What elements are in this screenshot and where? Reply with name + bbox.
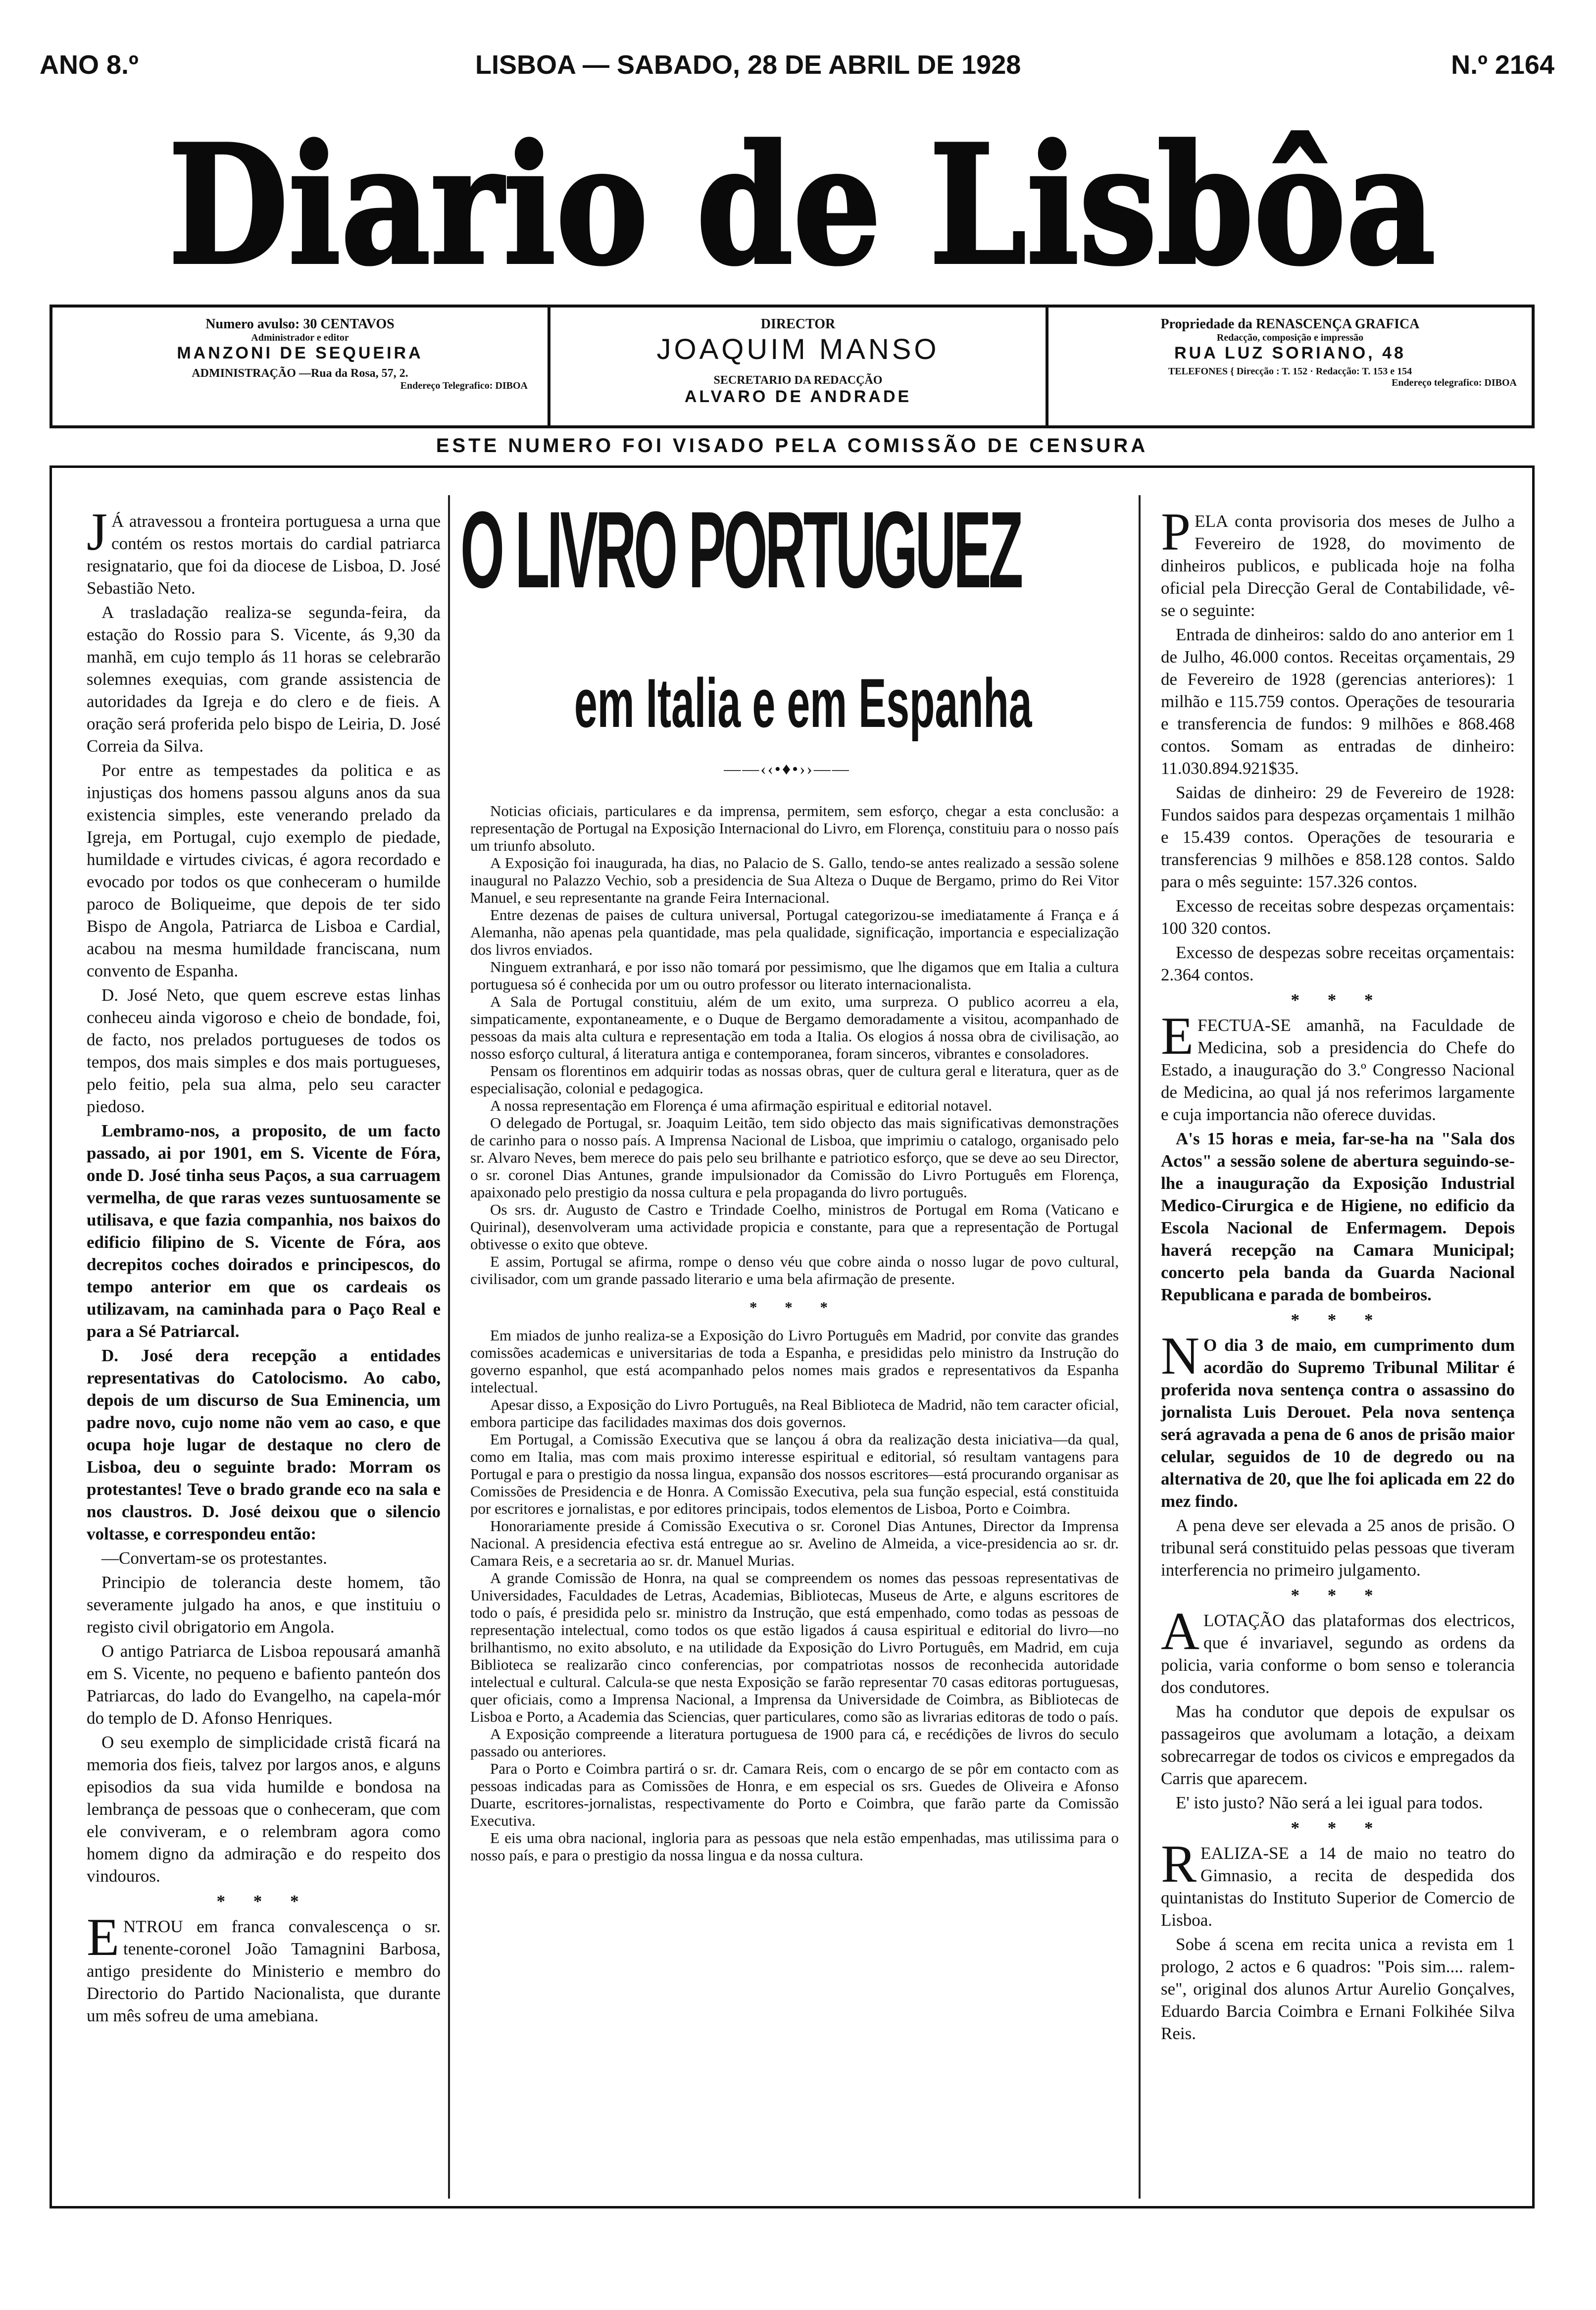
paragraph: O delegado de Portugal, sr. Joaquim Leitão, tem sido objecto das mais significativas demonstrações de carinho para o nosso país. A Imprensa Nacional de Lisboa, que imprimiu o catalogo, organisado pelo sr. Alvaro Neves, bem merece do pais pelo seu brilhante e patriotico esforço, que se deve ao seu Director, o sr. coronel Dias Antunes, grande impulsionador da Comissão do Livro Português em Florença, apaixonado pelo prestigio da nossa cultura e pela propaganda do livro português.	[470, 1114, 1119, 1201]
paragraph: Ninguem extranhará, e por isso não tomará por pessimismo, que lhe digamos que em Italia a cultura portuguesa só é conhecida por um ou outro professor ou literato internacionalista.	[470, 958, 1119, 993]
column-rule	[1139, 495, 1141, 2199]
phones: TELEFONES { Direcção : T. 152 · Redacção: T. 153 e 154	[1168, 366, 1412, 377]
separator-stars: * * *	[1291, 990, 1385, 1010]
paragraph: A trasladação realiza-se segunda-feira, da estação do Rossio para S. Vicente, ás 9,30 da manhã, em cujo templo ás 11 horas se celebrarão solemnes exequias, com grande assistencia de autoridades da Igreja e do clero e de fieis. A oração será proferida pelo bispo de Leiria, D. José Correia da Silva.	[87, 603, 441, 756]
headline: O LIVRO PORTUGUEZ	[460, 489, 1021, 611]
article-theatre: REALIZA-SE a 14 de maio no teatro do Gimnasio, a recita de despedida dos quintanistas do Instituto Superior de Comercio de Lisboa.	[1161, 1835, 1515, 1930]
paragraph: Pensam os florentinos em adquirir todas as nossas obras, quer de cultura geral e literatura, quer as de especialisação, colonial e pedagogica.	[470, 1062, 1119, 1097]
article-trams: ALOTAÇÃO das plataformas dos electricos, que é invariavel, segundo as ordens da policia, varia conforme o bom senso e tolerancia dos condutores.	[1161, 1602, 1515, 1697]
admin-name: MANZONI DE SEQUEIRA	[177, 344, 423, 362]
separator-stars: * * *	[1291, 1818, 1385, 1838]
article-patriarch: J Á atravessou a fronteira portuguesa a urna que contém os restos mortais do cardial patriarca resignatario, que foi da diocese de Lisboa, D. José Sebastião Neto.	[87, 503, 441, 598]
censorship-notice: ESTE NUMERO FOI VISADO PELA COMISSÃO DE CENSURA	[436, 435, 1148, 457]
paragraph: E' isto justo? Não será a lei igual para todos.	[1176, 1793, 1483, 1812]
director-label: DIRECTOR	[760, 316, 836, 332]
separator-stars: * * *	[1291, 1586, 1385, 1605]
article-medicine-congress: EFECTUA-SE amanhã, na Faculdade de Medicina, sob a presidencia do Chefe do Estado, a inauguração do 3.º Congresso Nacional de Medicina, ao qual já nos referimos largamente e cuja importancia não oferece duvidas.	[1161, 1007, 1515, 1124]
paragraph: Principio de tolerancia deste homem, tão severamente julgado ha anos, e que instituiu o registo civil obrigatorio em Angola.	[87, 1573, 441, 1637]
svg-text:Diario de Lisbôa: Diario de Lisbôa	[168, 109, 1436, 301]
paragraph: O antigo Patriarca de Lisboa repousará amanhã em S. Vicente, no pequeno e bafiento panteón dos Patriarcas, do lado do Evangelho, na capela-mór do templo de D. Afonso Henriques.	[87, 1642, 441, 1728]
article-tribunal: N O dia 3 de maio, em cumprimento dum acordão do Supremo Tribunal Militar é proferida nova sentença contra o assassino do jornalista Luis Derouet. Pela nova sentença será agravada a pena de 6 anos de prisão maior celular, seguidos de 10 de degredo ou na alternativa de 20, que lhe foi aplicada em 22 do mez findo.	[1161, 1327, 1515, 1511]
owner: Propriedade da RENASCENÇA GRAFICA	[1160, 316, 1420, 332]
drop-cap: P	[1161, 503, 1191, 562]
ornament-divider: ——‹‹•♦•››——	[724, 760, 850, 778]
paragraph: Em Portugal, a Comissão Executiva que se lançou á obra da realização desta iniciativa—da qual, como em Italia, mas com mais proximo interesse espiritual e editorial, só resultam vantagens para Portugal e para o prestigio da nossa lingua, expansão dos nossos escritores—está procurando organisar as Comissões de Presidencia e de Honra. A Comissão Executiva, pela sua função especial, está constituida por escritores e jornalistas, e por editores principais, todos elementos de Lisboa, Porto e Coimbra.	[470, 1431, 1119, 1517]
paragraph: A nossa representação em Florença é uma afirmação espiritual e editorial notavel.	[490, 1097, 992, 1114]
phone-direction: Direcção : T. 152	[1236, 366, 1308, 377]
paragraph: A pena deve ser elevada a 25 anos de prisão. O tribunal será constituido pelas pessoas que tiveram interferencia no primeiro julgamento.	[1161, 1516, 1515, 1580]
paragraph: —Convertam-se os protestantes.	[101, 1548, 327, 1568]
paragraph: Excesso de despezas sobre receitas orçamentais: 2.364 contos.	[1161, 943, 1515, 984]
paragraph: E assim, Portugal se afirma, rompe o denso véu que cobre ainda o nosso lugar de povo cultural, civilisador, com um grande passado literario e uma bela afirmação de presente.	[470, 1253, 1119, 1287]
paragraph: Por entre as tempestades da politica e as injustiças dos homens passou alguns anos da sua existencia simples, este venerando prelado da Igreja, em Portugal, cujo exemplo de piedade, humildade e virtudes civicas, é agora recordado e evocado por todos os que conheceram o humilde paroco de Boliqueime, que depois de ter sido Bispo de Angola, Patriarca de Lisboa e Cardial, acabou na mesma humildade franciscana, num convento de Espanha.	[87, 761, 441, 980]
column-rule	[448, 495, 450, 2199]
paragraph: D. José dera recepção a entidades representativas do Catolocismo. Ao cabo, depois de um discurso de Sua Eminencia, um padre novo, cujo nome não vem ao caso, e que ocupa hoje lugar de destaque no clero de Lisboa, deu o seguinte brado: Morram os protestantes! Teve o brado grande eco na sala e nos claustros. D. José deixou que o silencio voltasse, e correspondeu então:	[87, 1346, 441, 1543]
paragraph: Entre dezenas de paises de cultura universal, Portugal categorizou-se imediatamente á França e á Alemanha, não apenas pela quantidade, mas pela qualidade, significação, importancia e especialização dos livros enviados.	[470, 906, 1119, 958]
admin-block	[52, 308, 548, 425]
drop-cap: E	[87, 1908, 119, 1967]
right-column	[1161, 503, 1515, 2047]
separator-stars: * * *	[1291, 1310, 1385, 1330]
owner-block	[1048, 308, 1532, 425]
paragraph: Mas ha condutor que depois de expulsar os passageiros que avolumam a lotação, a deixam sobrecarregar de todos os civicos e empregados da Carris que aparecem.	[1161, 1702, 1515, 1788]
header-info-box	[50, 305, 1535, 428]
dateline	[40, 50, 1554, 84]
date-label: LISBOA — SABADO, 28 DE ABRIL DE 1928	[475, 50, 1021, 80]
paragraph: Lembramo-nos, a proposito, de um facto passado, ai por 1901, em S. Vicente de Fóra, onde D. José tinha seus Paços, a sua carruagem vermelha, de que raras vezes suntuosamente se utilisava, e que fazia companhia, nos baixos do edificio filipino de S. Vicente de Fóra, aos decrepitos coches doirados e principescos, do tempo anterior em que os cardeais os utilizavam, na caminhada para o Paço Real e para a Sé Patriarcal.	[87, 1121, 441, 1341]
paragraph: D. José Neto, que quem escreve estas linhas conheceu ainda vigoroso e cheio de bondade, foi, de facto, nos prelados portugueses de todos os tempos, dos mais simples e dos mais portugueses, pelo feitio, pela sua alma, pelo seu caracter piedoso.	[87, 985, 441, 1116]
masthead-logo	[149, 84, 1455, 312]
phone-redaction: Redacção: T. 153 e 154	[1315, 366, 1412, 377]
drop-cap: A	[1161, 1602, 1199, 1661]
paragraph: A Sala de Portugal constituiu, além de um exito, uma surpreza. O publico acorreu a ela, simpaticamente, expontaneamente, e o Duque de Bergamo demoradamente a visitou, acompanhado de pessoas da mais alta cultura e representação em toda a Italia. Os elogios á nossa obra de civilisação, ao nosso esforço cultural, á literatura antiga e contemporanea, foram sinceros, vibrantes e consoladores.	[470, 993, 1119, 1062]
paragraph: O seu exemplo de simplicidade cristã ficará na memoria dos fieis, talvez por largos anos, e alguns episodios da sua vida humilde e bondosa na lembrança de pessoas que o conheceram, que com ele conviveram, e o relembram agora como homem digno da admiração e do respeito dos vindouros.	[87, 1733, 441, 1886]
drop-cap: R	[1161, 1835, 1197, 1894]
drop-cap: E	[1161, 1007, 1194, 1066]
paragraph: A Exposição foi inaugurada, ha dias, no Palacio de S. Gallo, tendo-se antes realizado a sessão solene inaugural no Palazzo Vechio, sob a presidencia de Sua Alteza o Duque de Bergamo, primo do Rei Vitor Manuel, e seu representante na grande Feira Internacional.	[470, 854, 1119, 906]
owner-address: RUA LUZ SORIANO, 48	[1174, 344, 1406, 362]
owner-sub: Redacção, composição e impressão	[1216, 332, 1364, 343]
paragraph: A Exposição compreende a literatura portuguesa de 1900 para cá, e recédições de livros do seculo passado ou anteriores.	[470, 1725, 1119, 1760]
paragraph: Em miados de junho realiza-se a Exposição do Livro Português em Madrid, por convite das grandes comissões academicas e universitarias de toda a Espanha, e presididas pelo ministro da Instrução do governo espanhol, que está acompanhado pelos nomes mais grados e representativos da Espanha intelectual.	[470, 1327, 1119, 1396]
paragraph: Sobe á scena em recita unica a revista em 1 prologo, 2 actos e 6 quadros: "Pois sim.... ralem-se", original dos alunos Artur Aurelio Gonçalves, Eduardo Barcia Coimbra e Ernani Folkihée Silva Reis.	[1161, 1935, 1515, 2043]
paragraph: Apesar disso, a Exposição do Livro Português, na Real Biblioteca de Madrid, não tem caracter oficial, embora participe das facilidades maximas dos dois governos.	[470, 1396, 1119, 1431]
paragraph: A's 15 horas e meia, far-se-ha na "Sala dos Actos" a sessão solene de abertura seguindo-se-lhe a inauguração da Exposição Industrial Medico-Cirurgica e de Higiene, no edificio da Escola Nacional de Enfermagem. Depois haverá recepção na Camara Municipal; concerto pela banda da Guarda Nacional Republicana e parada de bombeiros.	[1161, 1129, 1515, 1304]
paragraph: E eis uma obra nacional, ingloria para as pessoas que nela estão empenhadas, mas utilissima para o nosso país, e para o prestigio da nossa lingua e da nossa cultura.	[470, 1829, 1119, 1864]
subheadline: em Italia e em Espanha	[574, 664, 1032, 742]
paragraph: A grande Comissão de Honra, na qual se compreendem os nomes das pessoas representativas de Universidades, Faculdades de Letras, Academias, Bibliotecas, Museus de Arte, e alguns escritores de todo o país, é presidida pelo sr. ministro da Instrução, que está empenhado, como todas as pessoas de representação intelectual, como todos os que estão ligados á causa espiritual e editorial do livro—no brilhantismo, no exito absoluto, e na utilidade da Exposição do Livro Português, em Madrid, em cuja Biblioteca se realizarão cinco conferencias, por compatriotas nossos de reconhecida autoridade intelectual e cultural. Calcula-se que nesta Exposição se farão representar 70 casas editoras portuguesas, quer oficiais, como a Imprensa Nacional, a Imprensa da Universidade de Coimbra, as Bibliotecas de Lisboa e Porto, a Academia das Sciencias, quer particulares, como são as livrarias editoras de todo o país.	[470, 1569, 1119, 1725]
year-label: ANO 8.º	[40, 50, 139, 80]
paragraph: Honorariamente preside á Comissão Executiva o sr. Coronel Dias Antunes, Director da Imprensa Nacional. A presidencia efectiva está entregue ao sr. Avelino de Almeida, a vice-presidencia ao sr. dr. Camara Reis, e a secretaria ao sr. dr. Manuel Murias.	[470, 1517, 1119, 1569]
drop-cap: N	[1161, 1327, 1199, 1386]
left-column	[87, 503, 441, 2029]
admin-address: ADMINISTRAÇÃO —Rua da Rosa, 57, 2.	[192, 367, 408, 380]
paragraph: Noticias oficiais, particulares e da imprensa, permitem, sem esforço, chegar a esta conclusão: a representação de Portugal na Exposição Internacional do Livro, em Florença, constituiu para o nosso país um triunfo absoluto.	[470, 802, 1119, 854]
center-column	[470, 802, 1119, 1864]
separator-stars: * * *	[749, 1298, 840, 1316]
article-public-accounts: PELA conta provisoria dos meses de Julho a Fevereiro de 1928, do movimento de dinheiros publicos, e publicada hoje na folha oficial pela Direcção Geral de Contabilidade, vê-se o seguinte:	[1161, 503, 1515, 620]
paragraph: Saidas de dinheiro: 29 de Fevereiro de 1928: Fundos saidos para despezas orçamentais 1 milhão e 15.439 contos. Operações de tesouraria e transferencias 9 milhões e 858.128 contos. Saldo para o mês seguinte: 157.326 contos.	[1161, 783, 1515, 891]
separator-stars: * * *	[216, 1892, 311, 1911]
owner-telegraph: Endereço telegrafico: DIBOA	[1392, 377, 1517, 388]
admin-role: Administrador e editor	[251, 332, 349, 343]
drop-cap: J	[87, 503, 108, 562]
paragraph: Entrada de dinheiros: saldo do ano anterior em 1 de Julho, 46.000 contos. Receitas orçamentais, 29 de Fevereiro de 1928 (gerencias anteriores): 1 milhão e 115.759 contos. Operações de tesouraria e transferencia de fundos: 9 milhões e 868.468 contos. Somam as entradas de dinheiro: 11.030.894.921$35.	[1161, 625, 1515, 778]
secretary-name: ALVARO DE ANDRADE	[684, 387, 912, 406]
paragraph: Os srs. dr. Augusto de Castro e Trindade Coelho, ministros de Portugal em Roma (Vaticano e Quirinal), desenvolveram uma actividade propicia e constante, para que a representação de Portugal obtivesse o exito que obteve.	[470, 1201, 1119, 1253]
paragraph: Excesso de receitas sobre despezas orçamentais: 100 320 contos.	[1161, 896, 1515, 938]
price: Numero avulso: 30 CENTAVOS	[205, 316, 395, 332]
director-block	[550, 308, 1046, 425]
director-name: JOAQUIM MANSO	[656, 333, 940, 365]
article-tamagnini: ENTROU em franca convalescença o sr. tenente-coronel João Tamagnini Barbosa, antigo presidente do Ministerio e membro do Directorio do Partido Nacionalista, que durante um mês sofreu de uma amebiana.	[87, 1908, 441, 2025]
secretary-label: SECRETARIO DA REDACÇÃO	[713, 374, 883, 387]
phones-label: TELEFONES	[1168, 366, 1228, 377]
paragraph: Para o Porto e Coimbra partirá o sr. dr. Camara Reis, com o encargo de se pôr em contacto com as pessoas indicadas para as Comissões de Honra, e em especial os srs. Guedes de Oliveira e Afonso Duarte, escritores-jornalistas, respectivamente do Porto e Coimbra, que farão parte da Comissão Executiva.	[470, 1760, 1119, 1829]
admin-telegraph: Endereço Telegrafico: DIBOA	[400, 380, 528, 391]
issue-number: N.º 2164	[1451, 50, 1554, 80]
